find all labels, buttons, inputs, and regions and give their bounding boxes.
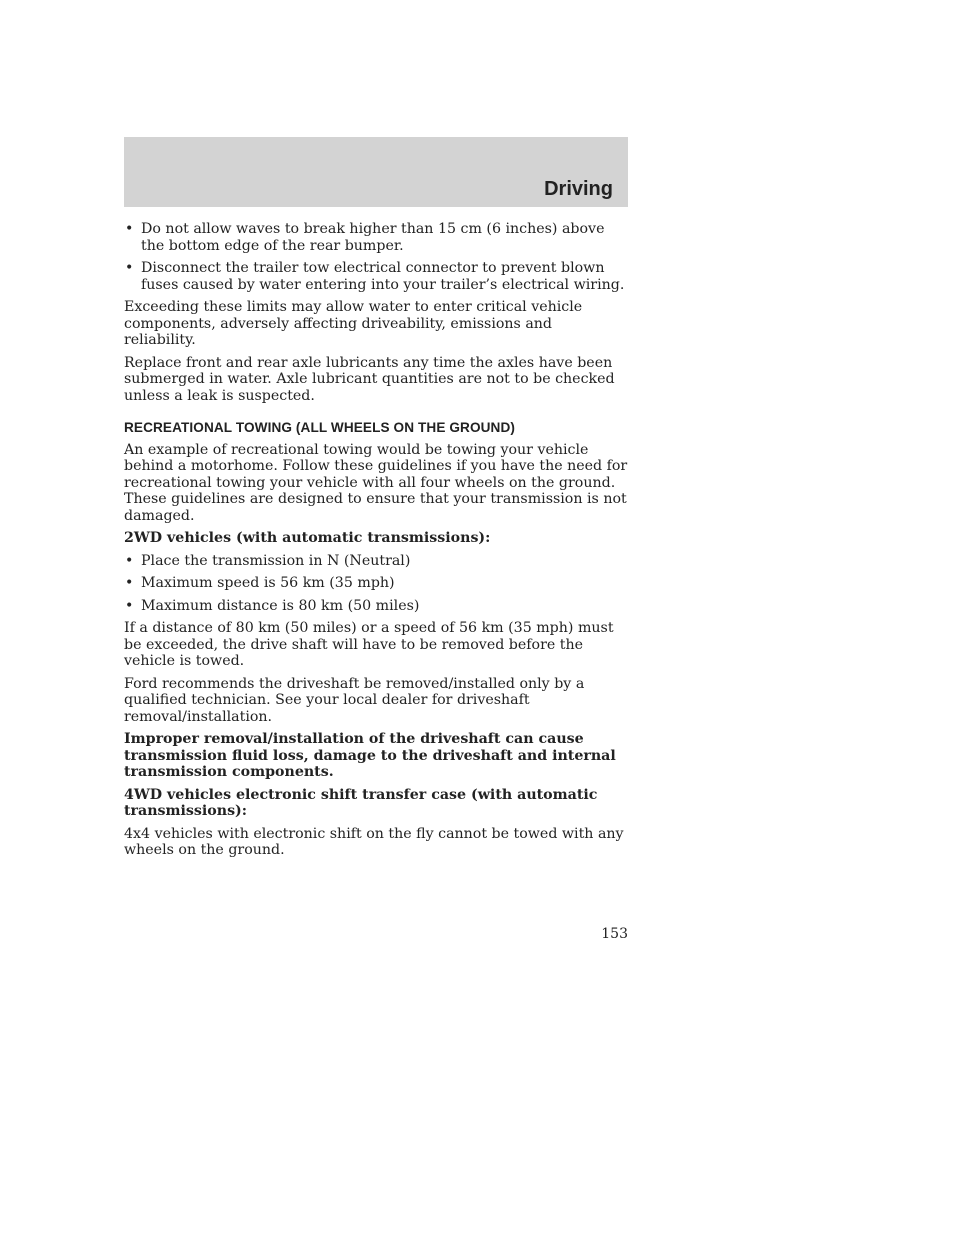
list-item-text: Disconnect the trailer tow electrical connector to prevent blown fuses caused by water entering into your trailer’s electrical wiring. — [141, 260, 625, 293]
list-item — [124, 221, 628, 254]
bullet-icon: • — [125, 597, 134, 614]
list-item-text: Maximum distance is 80 km (50 miles) — [141, 597, 420, 614]
page-title: Driving — [544, 178, 613, 200]
list-item — [124, 598, 628, 615]
paragraph-4x4: 4x4 vehicles with electronic shift on the fly cannot be towed with any wheels on the ground. — [124, 825, 624, 858]
bullet-icon: • — [125, 221, 134, 237]
list-item-text: Do not allow waves to break higher than 15 cm (6 inches) above the bottom edge of the rear bumper. — [141, 221, 605, 254]
list-2wd — [124, 553, 628, 615]
list-item — [124, 553, 628, 570]
warning-text: Improper removal/installation of the driveshaft can cause transmission fluid loss, damage to the driveshaft and internal transmission components. — [124, 731, 616, 780]
bullet-icon: • — [125, 575, 134, 591]
subheading-4wd: 4WD vehicles electronic shift transfer case (with automatic transmissions): — [124, 786, 598, 819]
paragraph-axle-lubricants: Replace front and rear axle lubricants any time the axles have been submerged in water. Axle lubricant quantities are not to be checked unless a leak is suspected. — [124, 354, 615, 404]
page-number: 153 — [601, 926, 628, 942]
paragraph-towing-intro: An example of recreational towing would be towing your vehicle behind a motorhome. Follow these guidelines if you have the need for recreational towing your vehicle with all four wheels on the ground. These guidelines are designed to ensure that your transmission is not damaged. — [124, 441, 628, 524]
list-item-text: Maximum speed is 56 km (35 mph) — [141, 575, 395, 591]
list-item-text: Place the transmission in N (Neutral) — [141, 552, 411, 569]
section-heading: RECREATIONAL TOWING (ALL WHEELS ON THE GROUND) — [124, 420, 516, 435]
paragraph-ford-recommends: Ford recommends the driveshaft be removed/installed only by a qualified technician. See your local dealer for driveshaft removal/installation. — [124, 675, 585, 725]
paragraph-exceeding-limits: Exceeding these limits may allow water to enter critical vehicle components, adversely affecting driveability, emissions and reliability. — [124, 299, 583, 348]
list-item — [124, 575, 628, 592]
page-content — [124, 221, 628, 865]
paragraph-driveshaft-removal: If a distance of 80 km (50 miles) or a speed of 56 km (35 mph) must be exceeded, the drive shaft will have to be removed before the vehicle is towed. — [124, 620, 614, 669]
header-band — [124, 137, 628, 207]
bullet-icon: • — [125, 552, 134, 569]
subheading-2wd: 2WD vehicles (with automatic transmissions): — [124, 530, 491, 546]
bullet-icon: • — [125, 260, 134, 276]
list-item — [124, 260, 628, 293]
